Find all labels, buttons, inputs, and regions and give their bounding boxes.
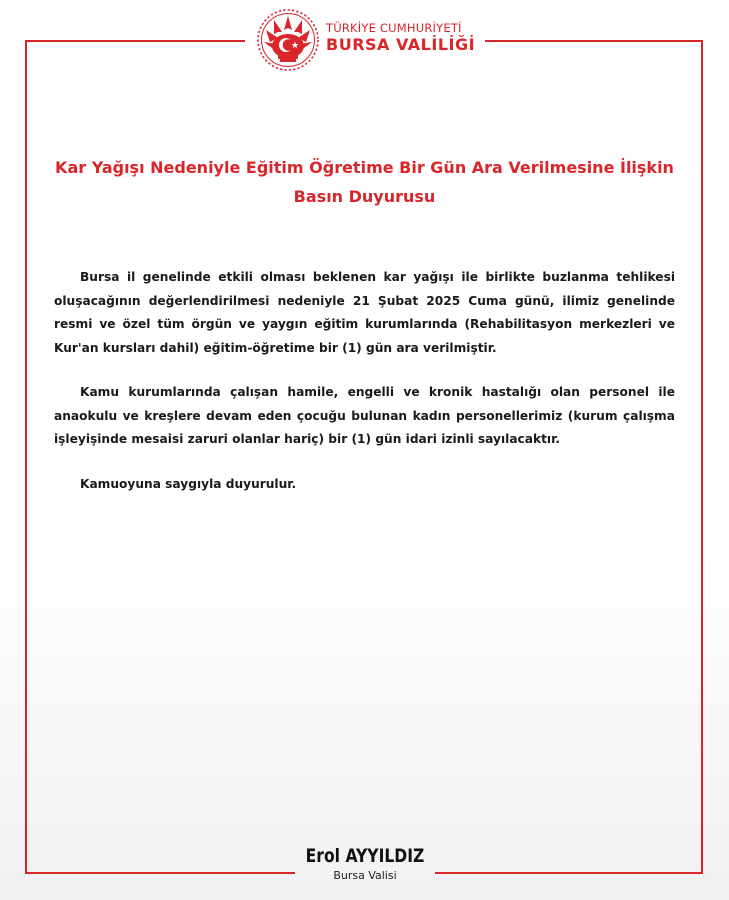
- signature-block: [280, 845, 450, 883]
- closing-paragraph: Kamuoyuna saygıyla duyurulur.: [80, 476, 297, 491]
- signatory-title: Bursa Valisi: [333, 869, 397, 882]
- country-name: TÜRKİYE CUMHURİYETİ: [326, 21, 462, 35]
- signatory-name: Erol AYYILDIZ: [305, 845, 425, 867]
- body-paragraph: Kamu kurumlarında çalışan hamile, engelli ve kronik hastalığı olan personel ile anaokulu ve kreşlere devam eden çocuğu bulunan kadın personellerimiz (kurum çalışma işleyişinde mesaisi zaruri olanlar hariç) bir (1) gün idari izinli sayılacaktır.: [54, 385, 675, 446]
- body-paragraph: Bursa il genelinde etkili olması beklenen kar yağışı ile birlikte buzlanma tehlikesi oluşacağının değerlendirilmesi nedeniyle 21 Şubat 2025 Cuma günü, ilimiz genelinde resmi ve özel tüm örgün ve yaygın eğitim kurumlarında (Rehabilitasyon merkezleri ve Kur'an kursları dahil) eğitim-öğretime bir (1) gün ara verilmiştir.: [54, 270, 675, 355]
- turkish-crescent-star-emblem-icon: [256, 8, 320, 72]
- announcement-title: Kar Yağışı Nedeniyle Eğitim Öğretime Bir Gün Ara Verilmesine İlişkin Basın Duyurusu: [55, 158, 674, 206]
- institution-header: [326, 21, 475, 55]
- governorship-name: BURSA VALİLİĞİ: [326, 35, 476, 54]
- announcement-body: [54, 266, 675, 517]
